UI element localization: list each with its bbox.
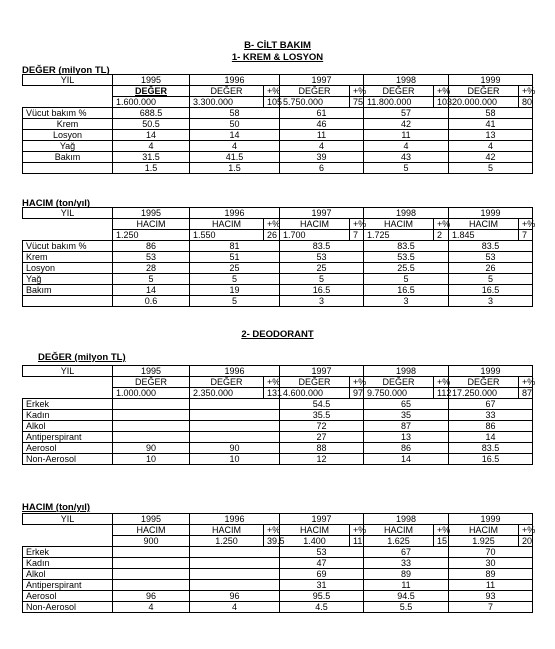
metric-header: +% bbox=[350, 86, 364, 97]
value-cell: 14 bbox=[113, 130, 190, 141]
table-row bbox=[23, 263, 533, 274]
total-cell: 2 bbox=[434, 230, 449, 241]
value-cell: 5 bbox=[113, 274, 190, 285]
metric-header: +% bbox=[350, 525, 364, 536]
total-cell: 1.700 bbox=[280, 230, 350, 241]
value-cell: 46 bbox=[280, 119, 364, 130]
blank-cell bbox=[23, 97, 113, 108]
value-cell bbox=[113, 569, 190, 580]
table-row bbox=[23, 569, 533, 580]
total-cell: 1.845 bbox=[449, 230, 519, 241]
total-cell: 80 bbox=[519, 97, 533, 108]
year-cell: 1996 bbox=[190, 208, 280, 219]
table-row bbox=[23, 432, 533, 443]
year-cell: 1997 bbox=[280, 514, 364, 525]
metric-header: +% bbox=[434, 377, 449, 388]
metric-header: +% bbox=[264, 219, 280, 230]
blank-cell bbox=[23, 525, 113, 536]
metric-header: +% bbox=[264, 525, 280, 536]
table-row bbox=[23, 119, 533, 130]
value-cell: 5 bbox=[449, 163, 533, 174]
row-label: Vücut bakım % bbox=[23, 108, 113, 119]
header-row bbox=[23, 514, 533, 525]
metric-header: HACIM bbox=[280, 219, 350, 230]
total-cell: 11.800.000 bbox=[364, 97, 434, 108]
value-cell: 11 bbox=[280, 130, 364, 141]
table-row bbox=[23, 274, 533, 285]
table-row bbox=[23, 580, 533, 591]
year-cell: 1998 bbox=[364, 75, 449, 86]
value-cell: 35.5 bbox=[280, 410, 364, 421]
value-cell: 16.5 bbox=[449, 285, 533, 296]
totals-row bbox=[23, 388, 533, 399]
year-cell: 1998 bbox=[364, 208, 449, 219]
value-cell: 53 bbox=[113, 252, 190, 263]
value-cell: 89 bbox=[449, 569, 533, 580]
table-row bbox=[23, 591, 533, 602]
value-cell: 4 bbox=[190, 141, 280, 152]
value-cell bbox=[190, 580, 280, 591]
section-label: HACIM (ton/yıl) bbox=[22, 198, 91, 209]
value-cell: 61 bbox=[280, 108, 364, 119]
metric-header: HACIM bbox=[190, 219, 264, 230]
value-cell: 43 bbox=[364, 152, 449, 163]
table-row bbox=[23, 602, 533, 613]
value-cell: 83.5 bbox=[449, 241, 533, 252]
table-row bbox=[23, 547, 533, 558]
year-cell: 1998 bbox=[364, 366, 449, 377]
row-label: Vücut bakım % bbox=[23, 241, 113, 252]
value-cell: 96 bbox=[190, 591, 280, 602]
value-cell: 27 bbox=[280, 432, 364, 443]
value-cell: 87 bbox=[364, 421, 449, 432]
value-cell: 11 bbox=[449, 580, 533, 591]
blank-cell bbox=[23, 219, 113, 230]
row-label: Bakım bbox=[23, 285, 113, 296]
value-cell: 41.5 bbox=[190, 152, 280, 163]
total-cell: 26 bbox=[264, 230, 280, 241]
row-label: Aerosol bbox=[23, 443, 113, 454]
metric-header: HACIM bbox=[364, 219, 434, 230]
value-cell: 58 bbox=[449, 108, 533, 119]
total-cell: 1.550 bbox=[190, 230, 264, 241]
total-cell: 7 bbox=[350, 230, 364, 241]
year-cell: 1995 bbox=[113, 366, 190, 377]
row-label: Kadın bbox=[23, 410, 113, 421]
table-row bbox=[23, 130, 533, 141]
page-subtitle: 1- KREM & LOSYON bbox=[231, 52, 324, 63]
value-cell: 88 bbox=[280, 443, 364, 454]
value-cell bbox=[190, 410, 280, 421]
value-cell: 16.5 bbox=[449, 454, 533, 465]
value-cell: 4.5 bbox=[280, 602, 364, 613]
blank-cell bbox=[23, 230, 113, 241]
value-cell: 86 bbox=[364, 443, 449, 454]
totals-row bbox=[23, 97, 533, 108]
total-cell: 105 bbox=[264, 97, 280, 108]
metric-header: HACIM bbox=[113, 219, 190, 230]
row-label: Antiperspirant bbox=[23, 432, 113, 443]
total-cell: 2.350.000 bbox=[190, 388, 264, 399]
value-cell: 4 bbox=[190, 602, 280, 613]
value-cell: 94.5 bbox=[364, 591, 449, 602]
metric-row bbox=[23, 525, 533, 536]
metric-header: +% bbox=[350, 377, 364, 388]
value-cell: 72 bbox=[280, 421, 364, 432]
value-cell: 96 bbox=[113, 591, 190, 602]
value-cell: 83.5 bbox=[280, 241, 364, 252]
row-label: Losyon bbox=[23, 263, 113, 274]
value-cell: 3 bbox=[364, 296, 449, 307]
metric-header: HACIM bbox=[449, 219, 519, 230]
total-cell: 3.300.000 bbox=[190, 97, 264, 108]
year-cell: 1995 bbox=[113, 75, 190, 86]
value-cell: 39 bbox=[280, 152, 364, 163]
value-cell: 5.5 bbox=[364, 602, 449, 613]
value-cell: 41 bbox=[449, 119, 533, 130]
metric-header: DEĞER bbox=[190, 377, 264, 388]
row-label: Krem bbox=[23, 252, 113, 263]
table-row bbox=[23, 241, 533, 252]
metric-header: HACIM bbox=[364, 525, 434, 536]
total-cell: 87 bbox=[519, 388, 533, 399]
value-cell: 4 bbox=[364, 141, 449, 152]
value-cell: 93 bbox=[449, 591, 533, 602]
metric-header: +% bbox=[350, 219, 364, 230]
total-cell: 15 bbox=[434, 536, 449, 547]
total-cell: 1.600.000 bbox=[113, 97, 190, 108]
row-label bbox=[23, 296, 113, 307]
metric-row bbox=[23, 86, 533, 97]
value-cell: 14 bbox=[449, 432, 533, 443]
value-cell: 5 bbox=[364, 274, 449, 285]
total-cell: 20 bbox=[519, 536, 533, 547]
value-cell: 65 bbox=[364, 399, 449, 410]
table-row bbox=[23, 410, 533, 421]
table-row bbox=[23, 296, 533, 307]
table-row bbox=[23, 454, 533, 465]
metric-header: DEĞER bbox=[449, 377, 519, 388]
value-cell: 0.6 bbox=[113, 296, 190, 307]
row-label: Yağ bbox=[23, 274, 113, 285]
metric-header: +% bbox=[519, 377, 533, 388]
value-cell: 70 bbox=[449, 547, 533, 558]
year-cell: 1999 bbox=[449, 208, 533, 219]
header-row bbox=[23, 208, 533, 219]
value-cell: 31.5 bbox=[113, 152, 190, 163]
row-label: Yağ bbox=[23, 141, 113, 152]
section-label: DEĞER (milyon TL) bbox=[22, 65, 110, 76]
value-cell: 11 bbox=[364, 580, 449, 591]
value-cell: 16.5 bbox=[280, 285, 364, 296]
value-cell: 4 bbox=[280, 141, 364, 152]
row-label: Antiperspirant bbox=[23, 580, 113, 591]
total-cell: 20.000.000 bbox=[449, 97, 519, 108]
value-cell: 50 bbox=[190, 119, 280, 130]
value-cell: 25 bbox=[190, 263, 280, 274]
metric-header: +% bbox=[264, 86, 280, 97]
total-cell: 9.750.000 bbox=[364, 388, 434, 399]
value-cell: 13 bbox=[449, 130, 533, 141]
value-cell bbox=[113, 580, 190, 591]
total-cell: 11 bbox=[350, 536, 364, 547]
value-cell: 83.5 bbox=[364, 241, 449, 252]
total-cell: 1.625 bbox=[364, 536, 434, 547]
value-cell: 1.5 bbox=[190, 163, 280, 174]
year-header: YIL bbox=[23, 366, 113, 377]
value-cell: 86 bbox=[449, 421, 533, 432]
year-cell: 1996 bbox=[190, 366, 280, 377]
metric-header: +% bbox=[434, 219, 449, 230]
row-label: Losyon bbox=[23, 130, 113, 141]
value-cell: 31 bbox=[280, 580, 364, 591]
value-cell: 28 bbox=[113, 263, 190, 274]
row-label: Krem bbox=[23, 119, 113, 130]
year-cell: 1997 bbox=[280, 75, 364, 86]
year-header: YIL bbox=[23, 75, 113, 86]
value-cell: 14 bbox=[364, 454, 449, 465]
value-cell bbox=[113, 432, 190, 443]
table-row bbox=[23, 163, 533, 174]
value-cell: 14 bbox=[190, 130, 280, 141]
totals-row bbox=[23, 536, 533, 547]
value-cell: 95.5 bbox=[280, 591, 364, 602]
value-cell: 90 bbox=[113, 443, 190, 454]
row-label: Alkol bbox=[23, 569, 113, 580]
blank-cell bbox=[23, 536, 113, 547]
value-cell: 57 bbox=[364, 108, 449, 119]
total-cell: 1.250 bbox=[190, 536, 264, 547]
table-row bbox=[23, 108, 533, 119]
total-cell: 5.750.000 bbox=[280, 97, 350, 108]
value-cell: 33 bbox=[364, 558, 449, 569]
value-cell: 5 bbox=[190, 274, 280, 285]
metric-header: DEĞER bbox=[449, 86, 519, 97]
row-label: Aerosol bbox=[23, 591, 113, 602]
value-cell bbox=[113, 547, 190, 558]
value-cell: 53 bbox=[280, 252, 364, 263]
data-table bbox=[22, 365, 536, 465]
metric-header: DEĞER bbox=[280, 86, 350, 97]
total-cell: 112 bbox=[434, 388, 449, 399]
value-cell: 16.5 bbox=[364, 285, 449, 296]
metric-header: +% bbox=[519, 525, 533, 536]
value-cell: 90 bbox=[190, 443, 280, 454]
value-cell: 7 bbox=[449, 602, 533, 613]
year-cell: 1997 bbox=[280, 208, 364, 219]
value-cell bbox=[113, 558, 190, 569]
value-cell: 4 bbox=[113, 602, 190, 613]
value-cell: 42 bbox=[364, 119, 449, 130]
value-cell: 42 bbox=[449, 152, 533, 163]
value-cell: 25.5 bbox=[364, 263, 449, 274]
year-cell: 1995 bbox=[113, 208, 190, 219]
section-label: HACIM (ton/yıl) bbox=[22, 502, 91, 513]
total-cell: 900 bbox=[113, 536, 190, 547]
metric-row bbox=[23, 377, 533, 388]
year-cell: 1996 bbox=[190, 514, 280, 525]
value-cell bbox=[113, 421, 190, 432]
value-cell: 67 bbox=[449, 399, 533, 410]
metric-header: +% bbox=[434, 86, 449, 97]
data-table bbox=[22, 207, 536, 307]
value-cell: 19 bbox=[190, 285, 280, 296]
value-cell: 47 bbox=[280, 558, 364, 569]
value-cell: 1.5 bbox=[113, 163, 190, 174]
value-cell: 26 bbox=[449, 263, 533, 274]
year-cell: 1999 bbox=[449, 366, 533, 377]
data-table bbox=[22, 74, 536, 174]
year-cell: 1997 bbox=[280, 366, 364, 377]
total-cell: 1.250 bbox=[113, 230, 190, 241]
value-cell bbox=[190, 399, 280, 410]
value-cell bbox=[190, 421, 280, 432]
blank-cell bbox=[23, 388, 113, 399]
table-row bbox=[23, 252, 533, 263]
table-row bbox=[23, 152, 533, 163]
header-row bbox=[23, 366, 533, 377]
metric-header: DEĞER bbox=[113, 86, 190, 97]
metric-header: +% bbox=[434, 525, 449, 536]
value-cell bbox=[190, 558, 280, 569]
total-cell: 75 bbox=[350, 97, 364, 108]
value-cell: 10 bbox=[190, 454, 280, 465]
value-cell: 5 bbox=[190, 296, 280, 307]
value-cell: 5 bbox=[449, 274, 533, 285]
value-cell: 5 bbox=[364, 163, 449, 174]
value-cell: 53 bbox=[449, 252, 533, 263]
value-cell: 50.5 bbox=[113, 119, 190, 130]
row-label: Alkol bbox=[23, 421, 113, 432]
total-cell: 39.5 bbox=[264, 536, 280, 547]
value-cell: 83.5 bbox=[449, 443, 533, 454]
metric-row bbox=[23, 219, 533, 230]
section-label: DEĞER (milyon TL) bbox=[38, 352, 126, 363]
row-label: Erkek bbox=[23, 399, 113, 410]
value-cell: 25 bbox=[280, 263, 364, 274]
metric-header: DEĞER bbox=[190, 86, 264, 97]
metric-header: HACIM bbox=[113, 525, 190, 536]
table-row bbox=[23, 399, 533, 410]
total-cell: 17.250.000 bbox=[449, 388, 519, 399]
value-cell: 53.5 bbox=[364, 252, 449, 263]
table-row bbox=[23, 285, 533, 296]
year-cell: 1999 bbox=[449, 514, 533, 525]
deodorant-title: 2- DEODORANT bbox=[241, 329, 314, 340]
metric-header: +% bbox=[519, 86, 533, 97]
value-cell: 3 bbox=[449, 296, 533, 307]
value-cell: 69 bbox=[280, 569, 364, 580]
value-cell: 14 bbox=[113, 285, 190, 296]
value-cell: 81 bbox=[190, 241, 280, 252]
table-row bbox=[23, 558, 533, 569]
blank-cell bbox=[23, 86, 113, 97]
year-cell: 1995 bbox=[113, 514, 190, 525]
value-cell: 12 bbox=[280, 454, 364, 465]
total-cell: 1.725 bbox=[364, 230, 434, 241]
value-cell bbox=[190, 569, 280, 580]
value-cell: 54.5 bbox=[280, 399, 364, 410]
value-cell: 51 bbox=[190, 252, 280, 263]
table-row bbox=[23, 443, 533, 454]
total-cell: 97 bbox=[350, 388, 364, 399]
year-cell: 1996 bbox=[190, 75, 280, 86]
data-table bbox=[22, 513, 536, 613]
metric-header: DEĞER bbox=[364, 86, 434, 97]
metric-header: HACIM bbox=[449, 525, 519, 536]
value-cell: 4 bbox=[113, 141, 190, 152]
value-cell: 33 bbox=[449, 410, 533, 421]
value-cell bbox=[190, 432, 280, 443]
year-cell: 1999 bbox=[449, 75, 533, 86]
row-label: Non-Aerosol bbox=[23, 602, 113, 613]
value-cell: 4 bbox=[449, 141, 533, 152]
value-cell: 86 bbox=[113, 241, 190, 252]
metric-header: HACIM bbox=[190, 525, 264, 536]
value-cell: 688.5 bbox=[113, 108, 190, 119]
value-cell: 35 bbox=[364, 410, 449, 421]
total-cell: 1.925 bbox=[449, 536, 519, 547]
row-label: Erkek bbox=[23, 547, 113, 558]
blank-cell bbox=[23, 377, 113, 388]
totals-row bbox=[23, 230, 533, 241]
value-cell bbox=[113, 410, 190, 421]
value-cell: 11 bbox=[364, 130, 449, 141]
metric-header: +% bbox=[519, 219, 533, 230]
value-cell: 3 bbox=[280, 296, 364, 307]
year-cell: 1998 bbox=[364, 514, 449, 525]
page-title: B- CİLT BAKIM bbox=[244, 40, 311, 51]
row-label: Kadın bbox=[23, 558, 113, 569]
value-cell: 5 bbox=[280, 274, 364, 285]
table-row bbox=[23, 421, 533, 432]
value-cell: 67 bbox=[364, 547, 449, 558]
header-row bbox=[23, 75, 533, 86]
row-label: Bakım bbox=[23, 152, 113, 163]
value-cell: 89 bbox=[364, 569, 449, 580]
total-cell: 1.400 bbox=[280, 536, 350, 547]
metric-header: DEĞER bbox=[364, 377, 434, 388]
value-cell: 53 bbox=[280, 547, 364, 558]
row-label: Non-Aerosol bbox=[23, 454, 113, 465]
value-cell bbox=[113, 399, 190, 410]
value-cell bbox=[190, 547, 280, 558]
total-cell: 7 bbox=[519, 230, 533, 241]
value-cell: 6 bbox=[280, 163, 364, 174]
year-header: YIL bbox=[23, 208, 113, 219]
value-cell: 10 bbox=[113, 454, 190, 465]
total-cell: 103 bbox=[434, 97, 449, 108]
year-header: YIL bbox=[23, 514, 113, 525]
value-cell: 58 bbox=[190, 108, 280, 119]
value-cell: 30 bbox=[449, 558, 533, 569]
total-cell: 4.600.000 bbox=[280, 388, 350, 399]
row-label bbox=[23, 163, 113, 174]
metric-header: DEĞER bbox=[280, 377, 350, 388]
total-cell: 131 bbox=[264, 388, 280, 399]
value-cell: 13 bbox=[364, 432, 449, 443]
metric-header: +% bbox=[264, 377, 280, 388]
total-cell: 1.000.000 bbox=[113, 388, 190, 399]
table-row bbox=[23, 141, 533, 152]
metric-header: DEĞER bbox=[113, 377, 190, 388]
metric-header: HACIM bbox=[280, 525, 350, 536]
